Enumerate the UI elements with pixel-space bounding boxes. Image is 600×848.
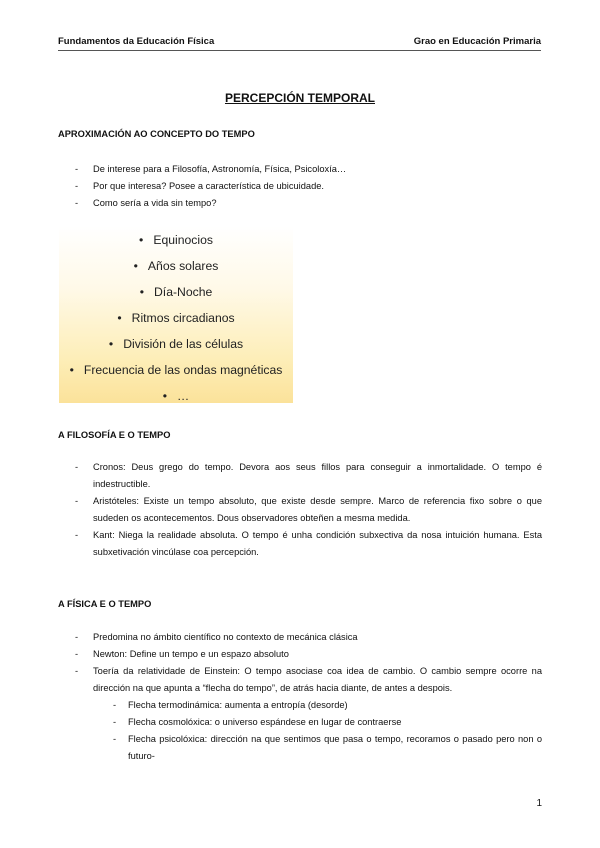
section-heading-physics: A FÍSICA E O TEMPO — [58, 599, 152, 609]
figure-item: • División de las células — [108, 337, 244, 351]
header-degree: Grao en Educación Primaria — [413, 36, 541, 47]
section-heading-concept: APROXIMACIÓN AO CONCEPTO DO TEMPO — [58, 129, 255, 139]
list-item: - Por que interesa? Posee a característica de ubicuidade. — [58, 178, 542, 195]
figure-item: • Ritmos circadianos — [117, 311, 235, 325]
section-heading-philosophy: A FILOSOFÍA E O TEMPO — [58, 430, 171, 440]
list-item: - De interese para a Filosofía, Astronomía, Física, Psicoloxía… — [58, 161, 542, 178]
philosophy-list — [58, 459, 542, 561]
figure-item: • Años solares — [133, 259, 219, 273]
sub-list-item: - Flecha termodinámica: aumenta a entropía (desorde) — [93, 697, 542, 714]
time-arrows-list — [93, 697, 542, 765]
page-number: 1 — [536, 798, 542, 809]
sub-list-item: - Flecha psicolóxica: dirección na que sentimos que pasa o tempo, recoramos o pasado pero non o futuro- — [93, 731, 542, 765]
concept-list — [58, 161, 542, 212]
time-examples-figure — [59, 226, 293, 403]
figure-item: • … — [162, 389, 190, 403]
list-item: - Predomina no ámbito científico no contexto de mecánica clásica — [58, 629, 542, 646]
page-header — [58, 36, 541, 51]
figure-item: • Frecuencia de las ondas magnéticas — [69, 363, 283, 377]
list-item: - Aristóteles: Existe un tempo absoluto, que existe desde sempre. Marco de referencia fixo sobre o que sudeden os acontecementos. Dous observadores obteñen a mesma medida. — [58, 493, 542, 527]
figure-item: • Día-Noche — [139, 285, 213, 299]
list-item — [58, 663, 542, 765]
list-item-text: Toería da relatividade de Einstein: O tempo asociase coa idea de cambio. O cambio sempre ocorre na dirección na que apunta a “flecha do tempo”, de atrás hacia diante, de antes a despois. — [93, 666, 542, 693]
list-item: - Newton: Define un tempo e un espazo absoluto — [58, 646, 542, 663]
header-course: Fundamentos da Educación Física — [58, 36, 215, 47]
physics-list — [58, 629, 542, 765]
sub-list-item: - Flecha cosmolóxica: o universo espándese en lugar de contraerse — [93, 714, 542, 731]
list-item: - Como sería a vida sin tempo? — [58, 195, 542, 212]
figure-item: • Equinocios — [139, 233, 213, 247]
list-item: - Cronos: Deus grego do tempo. Devora aos seus fillos para conseguir a inmortalidade. O tempo é indestructible. — [58, 459, 542, 493]
list-item: - Kant: Niega la realidade absoluta. O tempo é unha condición subxectiva da nosa intuición humana. Esta subxetivación vincúlase coa percepción. — [58, 527, 542, 561]
document-title: PERCEPCIÓN TEMPORAL — [224, 91, 375, 105]
